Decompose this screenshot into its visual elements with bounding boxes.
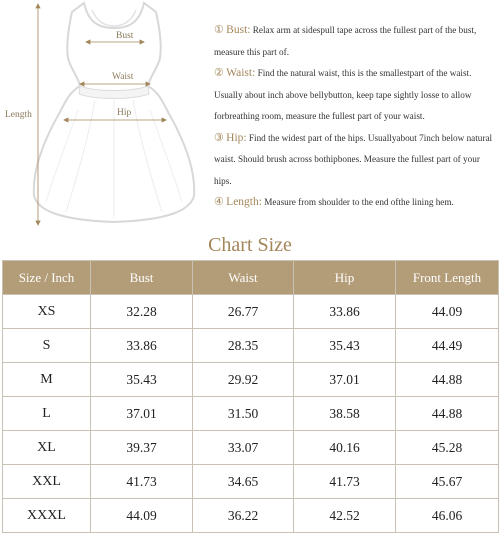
chart-title: Chart Size	[208, 234, 292, 256]
waist-cell: 26.77	[193, 295, 294, 329]
bust-cell: 37.01	[91, 397, 193, 431]
hip-cell: 42.52	[294, 499, 396, 533]
instruction-name: Length:	[226, 196, 262, 208]
hip-cell: 37.01	[294, 363, 396, 397]
table-header-row	[3, 261, 499, 295]
length-label: Length	[5, 110, 32, 120]
bust-cell: 41.73	[91, 465, 193, 499]
waist-cell: 31.50	[193, 397, 294, 431]
size-cell: L	[3, 397, 91, 431]
waist-cell: 33.07	[193, 431, 294, 465]
bust-cell: 32.28	[91, 295, 193, 329]
bust-cell: 35.43	[91, 363, 193, 397]
waist-cell: 28.35	[193, 329, 294, 363]
front-length-cell: 46.06	[396, 499, 499, 533]
dress-icon	[0, 0, 215, 240]
waist-cell: 29.92	[193, 363, 294, 397]
instruction-text: Find the widest part of the hips. Usuallyabout 7inch below natural waist. Should brush across bothipbones. Measure the fullest part of your hips.	[214, 132, 493, 186]
size-cell: XS	[3, 295, 91, 329]
bust-label: Bust	[116, 31, 134, 41]
hip-cell: 35.43	[294, 329, 396, 363]
instruction-hip: ③ Hip: Find the widest part of the hips. Usuallyabout 7inch below natural waist. Should brush across bothipbones. Measure the fullest part of your hips.	[214, 131, 493, 186]
header-hip: Hip	[294, 261, 396, 295]
table-row	[3, 363, 499, 397]
front-length-cell: 45.67	[396, 465, 499, 499]
front-length-cell: 45.28	[396, 431, 499, 465]
hip-cell: 38.58	[294, 397, 396, 431]
waist-cell: 34.65	[193, 465, 294, 499]
table-row	[3, 397, 499, 431]
instruction-waist: ② Waist: Find the natural waist, this is the smallestpart of the waist. Usually about inch above bellybutton, keep tape sightly losse to allow forbreathing room, measure the fullest part of your waist.	[214, 67, 472, 121]
header-size: Size / Inch	[3, 261, 91, 295]
size-cell: XL	[3, 431, 91, 465]
waist-cell: 36.22	[193, 499, 294, 533]
instruction-name: Waist:	[226, 67, 256, 79]
table-row	[3, 499, 499, 533]
front-length-cell: 44.49	[396, 329, 499, 363]
front-length-cell: 44.88	[396, 397, 499, 431]
table-row	[3, 465, 499, 499]
front-length-cell: 44.09	[396, 295, 499, 329]
instruction-text: Relax arm at sidespull tape across the fullest part of the bust, measure this part of.	[214, 25, 477, 57]
hip-cell: 40.16	[294, 431, 396, 465]
hip-label: Hip	[117, 108, 132, 118]
size-table	[2, 260, 499, 533]
measurement-instructions	[214, 20, 498, 214]
size-cell: XXL	[3, 465, 91, 499]
front-length-cell: 44.88	[396, 363, 499, 397]
bust-cell: 44.09	[91, 499, 193, 533]
bust-cell: 39.37	[91, 431, 193, 465]
instruction-text: Measure from shoulder to the end ofthe lining hem.	[261, 197, 454, 207]
table-row	[3, 431, 499, 465]
instruction-name: Hip:	[226, 131, 247, 144]
waist-label: Waist	[112, 72, 134, 82]
header-front-length: Front Length	[396, 261, 499, 295]
hip-cell: 33.86	[294, 295, 396, 329]
table-row	[3, 329, 499, 363]
size-cell: XXXL	[3, 499, 91, 533]
header-bust: Bust	[91, 261, 193, 295]
header-waist: Waist	[193, 261, 294, 295]
instruction-name: Bust:	[226, 24, 251, 36]
size-cell: M	[3, 363, 91, 397]
dress-illustration	[0, 0, 215, 240]
bust-cell: 33.86	[91, 329, 193, 363]
instruction-length: ④ Length: Measure from shoulder to the end ofthe lining hem.	[214, 196, 454, 208]
hip-cell: 41.73	[294, 465, 396, 499]
instruction-bust: ① Bust: Relax arm at sidespull tape across the fullest part of the bust, measure this part of.	[214, 24, 477, 57]
table-row	[3, 295, 499, 329]
size-cell: S	[3, 329, 91, 363]
instruction-text: Find the natural waist, this is the smallestpart of the waist. Usually about inch above bellybutton, keep tape sightly losse to allow forbreathing room, measure the fullest part of your waist.	[214, 68, 472, 121]
